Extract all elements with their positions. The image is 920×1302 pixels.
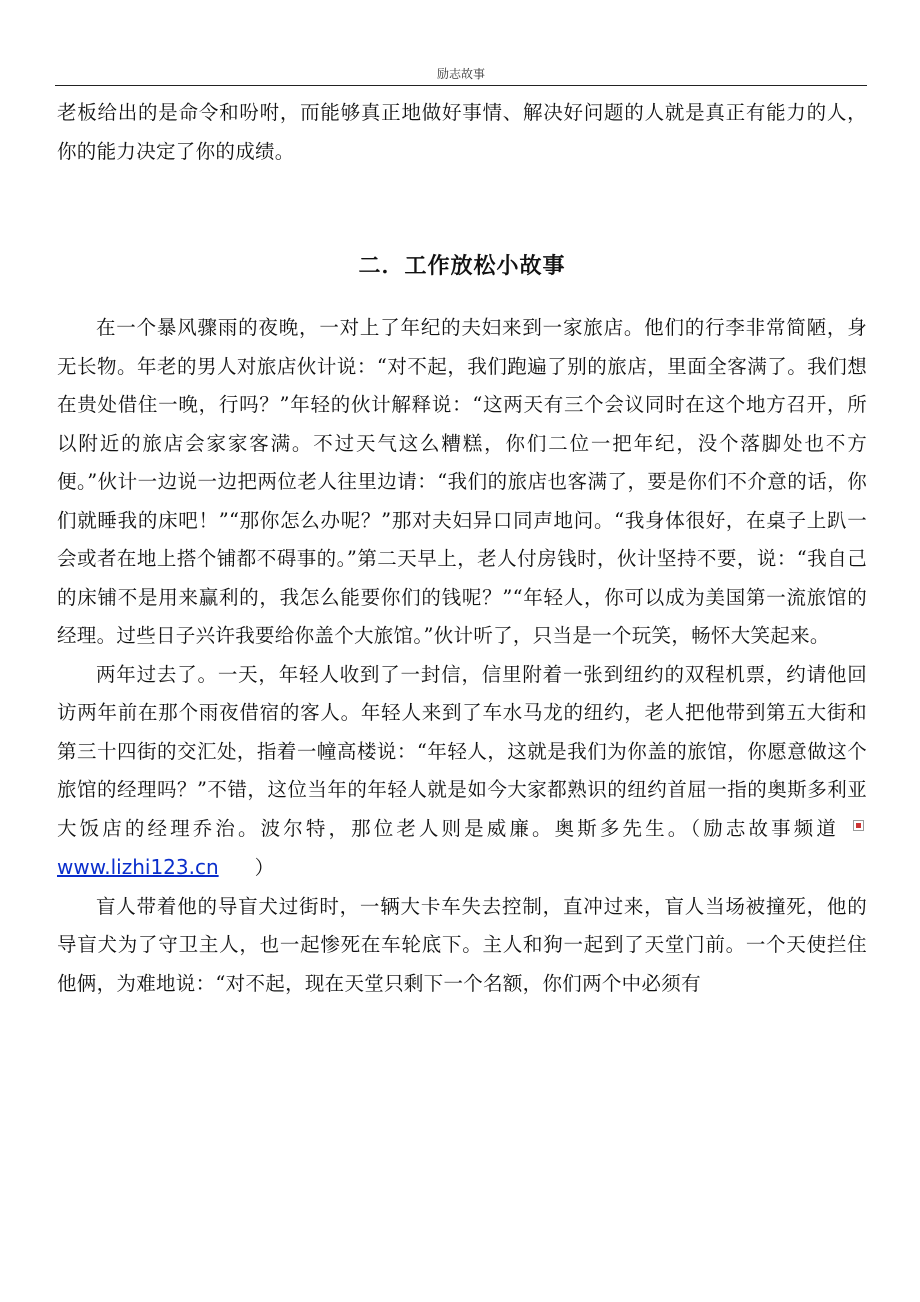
- running-header: 励志故事: [436, 67, 485, 81]
- story-body: [57, 309, 867, 1003]
- broken-image-icon: [853, 820, 864, 831]
- story-paragraph-3: 盲人带着他的导盲犬过街时，一辆大卡车失去控制，直冲过来，盲人当场被撞死，他的导盲犬为了守卫主人，也一起惨死在车轮底下。主人和狗一起到了天堂门前。一个天使拦住他俩，为难地说：“对不起，现在天堂只剩下一个名额，你们两个中必须有: [57, 894, 867, 995]
- section-heading: 二．工作放松小故事: [358, 254, 566, 279]
- story-paragraph-2: [57, 656, 867, 888]
- closing-parenthesis: ）: [254, 856, 275, 879]
- story-paragraph-2-text: 两年过去了。一天，年轻人收到了一封信，信里附着一张到纽约的双程机票，约请他回访两年前在那个雨夜借宿的客人。年轻人来到了车水马龙的纽约，老人把他带到第五大街和第三十四街的交汇处，指着一幢高楼说：“年轻人，这就是我们为你盖的旅馆，你愿意做这个旅馆的经理吗？”不错，这位当年的年轻人就是如今大家都熟识的纽约首屈一指的奥斯多利亚大饭店的经理乔治。波尔特，那位老人则是威廉。奥斯多先生。（励志故事频道: [57, 662, 867, 840]
- header-rule: [55, 85, 867, 86]
- source-link[interactable]: www.lizhi123.cn: [57, 855, 219, 879]
- intro-paragraph: 老板给出的是命令和吩咐，而能够真正地做好事情、解决好问题的人就是真正有能力的人，你的能力决定了你的成绩。: [57, 101, 867, 163]
- story-paragraph-1: 在一个暴风骤雨的夜晚，一对上了年纪的夫妇来到一家旅店。他们的行李非常简陋，身无长物。年老的男人对旅店伙计说：“对不起，我们跑遍了别的旅店，里面全客满了。我们想在贵处借住一晚，行吗？”年轻的伙计解释说：“这两天有三个会议同时在这个地方召开，所以附近的旅店会家家客满。不过天气这么糟糕，你们二位一把年纪，没个落脚处也不方便。”伙计一边说一边把两位老人往里边请：“我们的旅店也客满了，要是你们不介意的话，你们就睡我的床吧！”“那你怎么办呢？”那对夫妇异口同声地问。“我身体很好，在桌子上趴一会或者在地上搭个铺都不碍事的。”第二天早上，老人付房钱时，伙计坚持不要，说：“我自己的床铺不是用来赢利的，我怎么能要你们的钱呢？”“年轻人，你可以成为美国第一流旅馆的经理。过些日子兴许我要给你盖个大旅馆。”伙计听了，只当是一个玩笑，畅怀大笑起来。: [57, 316, 867, 647]
